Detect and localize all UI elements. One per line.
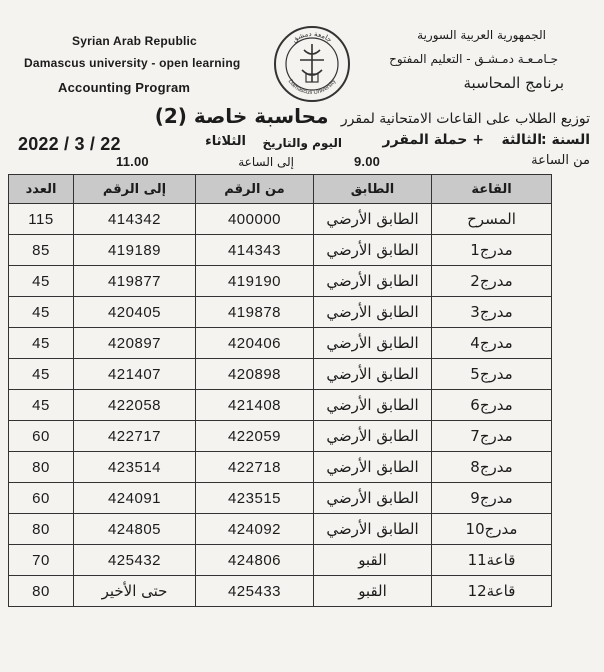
table-row (9, 359, 552, 390)
from-number-cell: 423515 (196, 483, 314, 514)
hall-cell: قاعة12 (432, 576, 552, 607)
floor-cell: الطابق الأرضي (314, 266, 432, 297)
table-row (9, 204, 552, 235)
count-cell: 80 (9, 576, 74, 607)
table-row (9, 328, 552, 359)
campaign-label: + حملة المقرر (382, 132, 484, 148)
from-number-cell: 420406 (196, 328, 314, 359)
day-value: الثلاثاء (205, 134, 246, 149)
count-cell: 70 (9, 545, 74, 576)
floor-cell: الطابق الأرضي (314, 328, 432, 359)
count-cell: 45 (9, 297, 74, 328)
to-number-cell: 419877 (74, 266, 196, 297)
halls-table (8, 174, 552, 607)
header-program-en: Accounting Program (58, 80, 191, 95)
date-value: 2022 / 3 / 22 (18, 134, 121, 154)
university-logo (272, 24, 352, 104)
from-number-cell: 424092 (196, 514, 314, 545)
floor-cell: الطابق الأرضي (314, 483, 432, 514)
to-number-cell: 424091 (74, 483, 196, 514)
to-number-cell: 424805 (74, 514, 196, 545)
hall-cell: مدرج6 (432, 390, 552, 421)
count-cell: 85 (9, 235, 74, 266)
to-number-cell: 421407 (74, 359, 196, 390)
table-row (9, 390, 552, 421)
from-number-cell: 419190 (196, 266, 314, 297)
to-time-label: إلى الساعة (238, 155, 294, 169)
header-university-en: Damascus university - open learning (24, 56, 241, 70)
floor-cell: القبو (314, 545, 432, 576)
table-row (9, 297, 552, 328)
header-country-en: Syrian Arab Republic (72, 34, 197, 48)
from-number-cell: 414343 (196, 235, 314, 266)
count-cell: 45 (9, 266, 74, 297)
to-number-cell: 422717 (74, 421, 196, 452)
day-date-label: اليوم والتاريخ (262, 136, 342, 150)
count-cell: 115 (9, 204, 74, 235)
year-label: السنة : (541, 132, 590, 148)
table-header-row (9, 175, 552, 204)
header-floor: الطابق (314, 175, 432, 204)
from-number-cell: 420898 (196, 359, 314, 390)
count-cell: 45 (9, 359, 74, 390)
from-time-value: 9.00 (354, 154, 381, 169)
count-cell: 80 (9, 452, 74, 483)
university-seal-icon (272, 24, 352, 104)
table-row (9, 266, 552, 297)
to-number-cell: 422058 (74, 390, 196, 421)
floor-cell: الطابق الأرضي (314, 390, 432, 421)
from-number-cell: 422718 (196, 452, 314, 483)
hall-cell: مدرج5 (432, 359, 552, 390)
floor-cell: القبو (314, 576, 432, 607)
count-cell: 80 (9, 514, 74, 545)
to-number-cell: 419189 (74, 235, 196, 266)
header-country-ar: الجمهورية العربية السورية (417, 28, 546, 42)
to-number-cell: 414342 (74, 204, 196, 235)
from-number-cell: 424806 (196, 545, 314, 576)
table-row (9, 483, 552, 514)
to-number-cell: 420405 (74, 297, 196, 328)
hall-cell: مدرج7 (432, 421, 552, 452)
to-time-value: 11.00 (116, 154, 149, 169)
to-number-cell: حتى الأخير (74, 576, 196, 607)
table-row (9, 235, 552, 266)
to-number-cell: 420897 (74, 328, 196, 359)
count-cell: 45 (9, 390, 74, 421)
header-hall: القاعة (432, 175, 552, 204)
title-prefix-text: توزيع الطلاب على القاعات الامتحانية لمقرر (340, 111, 590, 127)
header-university-ar: جـامـعـة دمـشـق - التعليم المفتوح (389, 52, 558, 66)
floor-cell: الطابق الأرضي (314, 235, 432, 266)
hall-cell: مدرج9 (432, 483, 552, 514)
floor-cell: الطابق الأرضي (314, 204, 432, 235)
header-to: إلى الرقم (74, 175, 196, 204)
title-prefix (155, 104, 590, 128)
hall-cell: مدرج8 (432, 452, 552, 483)
to-number-cell: 425432 (74, 545, 196, 576)
header-program-ar: برنامج المحاسبة (463, 74, 564, 92)
from-number-cell: 425433 (196, 576, 314, 607)
svg-text:جامعة دمشق: جامعة دمشق (290, 29, 334, 44)
floor-cell: الطابق الأرضي (314, 297, 432, 328)
course-name: محاسبة خاصة (2) (154, 104, 329, 128)
floor-cell: الطابق الأرضي (314, 421, 432, 452)
count-cell: 60 (9, 483, 74, 514)
count-cell: 45 (9, 328, 74, 359)
floor-cell: الطابق الأرضي (314, 359, 432, 390)
from-number-cell: 422059 (196, 421, 314, 452)
to-number-cell: 423514 (74, 452, 196, 483)
table-row (9, 576, 552, 607)
hall-cell: المسرح (432, 204, 552, 235)
floor-cell: الطابق الأرضي (314, 514, 432, 545)
table-row (9, 452, 552, 483)
hall-cell: مدرج10 (432, 514, 552, 545)
count-cell: 60 (9, 421, 74, 452)
from-number-cell: 421408 (196, 390, 314, 421)
from-time-label: من الساعة (531, 153, 590, 168)
table-row (9, 514, 552, 545)
svg-text:Damascus University: Damascus University (286, 78, 338, 97)
table-row (9, 421, 552, 452)
header-count: العدد (9, 175, 74, 204)
hall-cell: مدرج2 (432, 266, 552, 297)
from-number-cell: 419878 (196, 297, 314, 328)
hall-cell: مدرج4 (432, 328, 552, 359)
hall-cell: قاعة11 (432, 545, 552, 576)
hall-cell: مدرج1 (432, 235, 552, 266)
from-number-cell: 400000 (196, 204, 314, 235)
year-value: الثالثة (501, 132, 542, 148)
hall-cell: مدرج3 (432, 297, 552, 328)
table-row (9, 545, 552, 576)
floor-cell: الطابق الأرضي (314, 452, 432, 483)
header-from: من الرقم (196, 175, 314, 204)
